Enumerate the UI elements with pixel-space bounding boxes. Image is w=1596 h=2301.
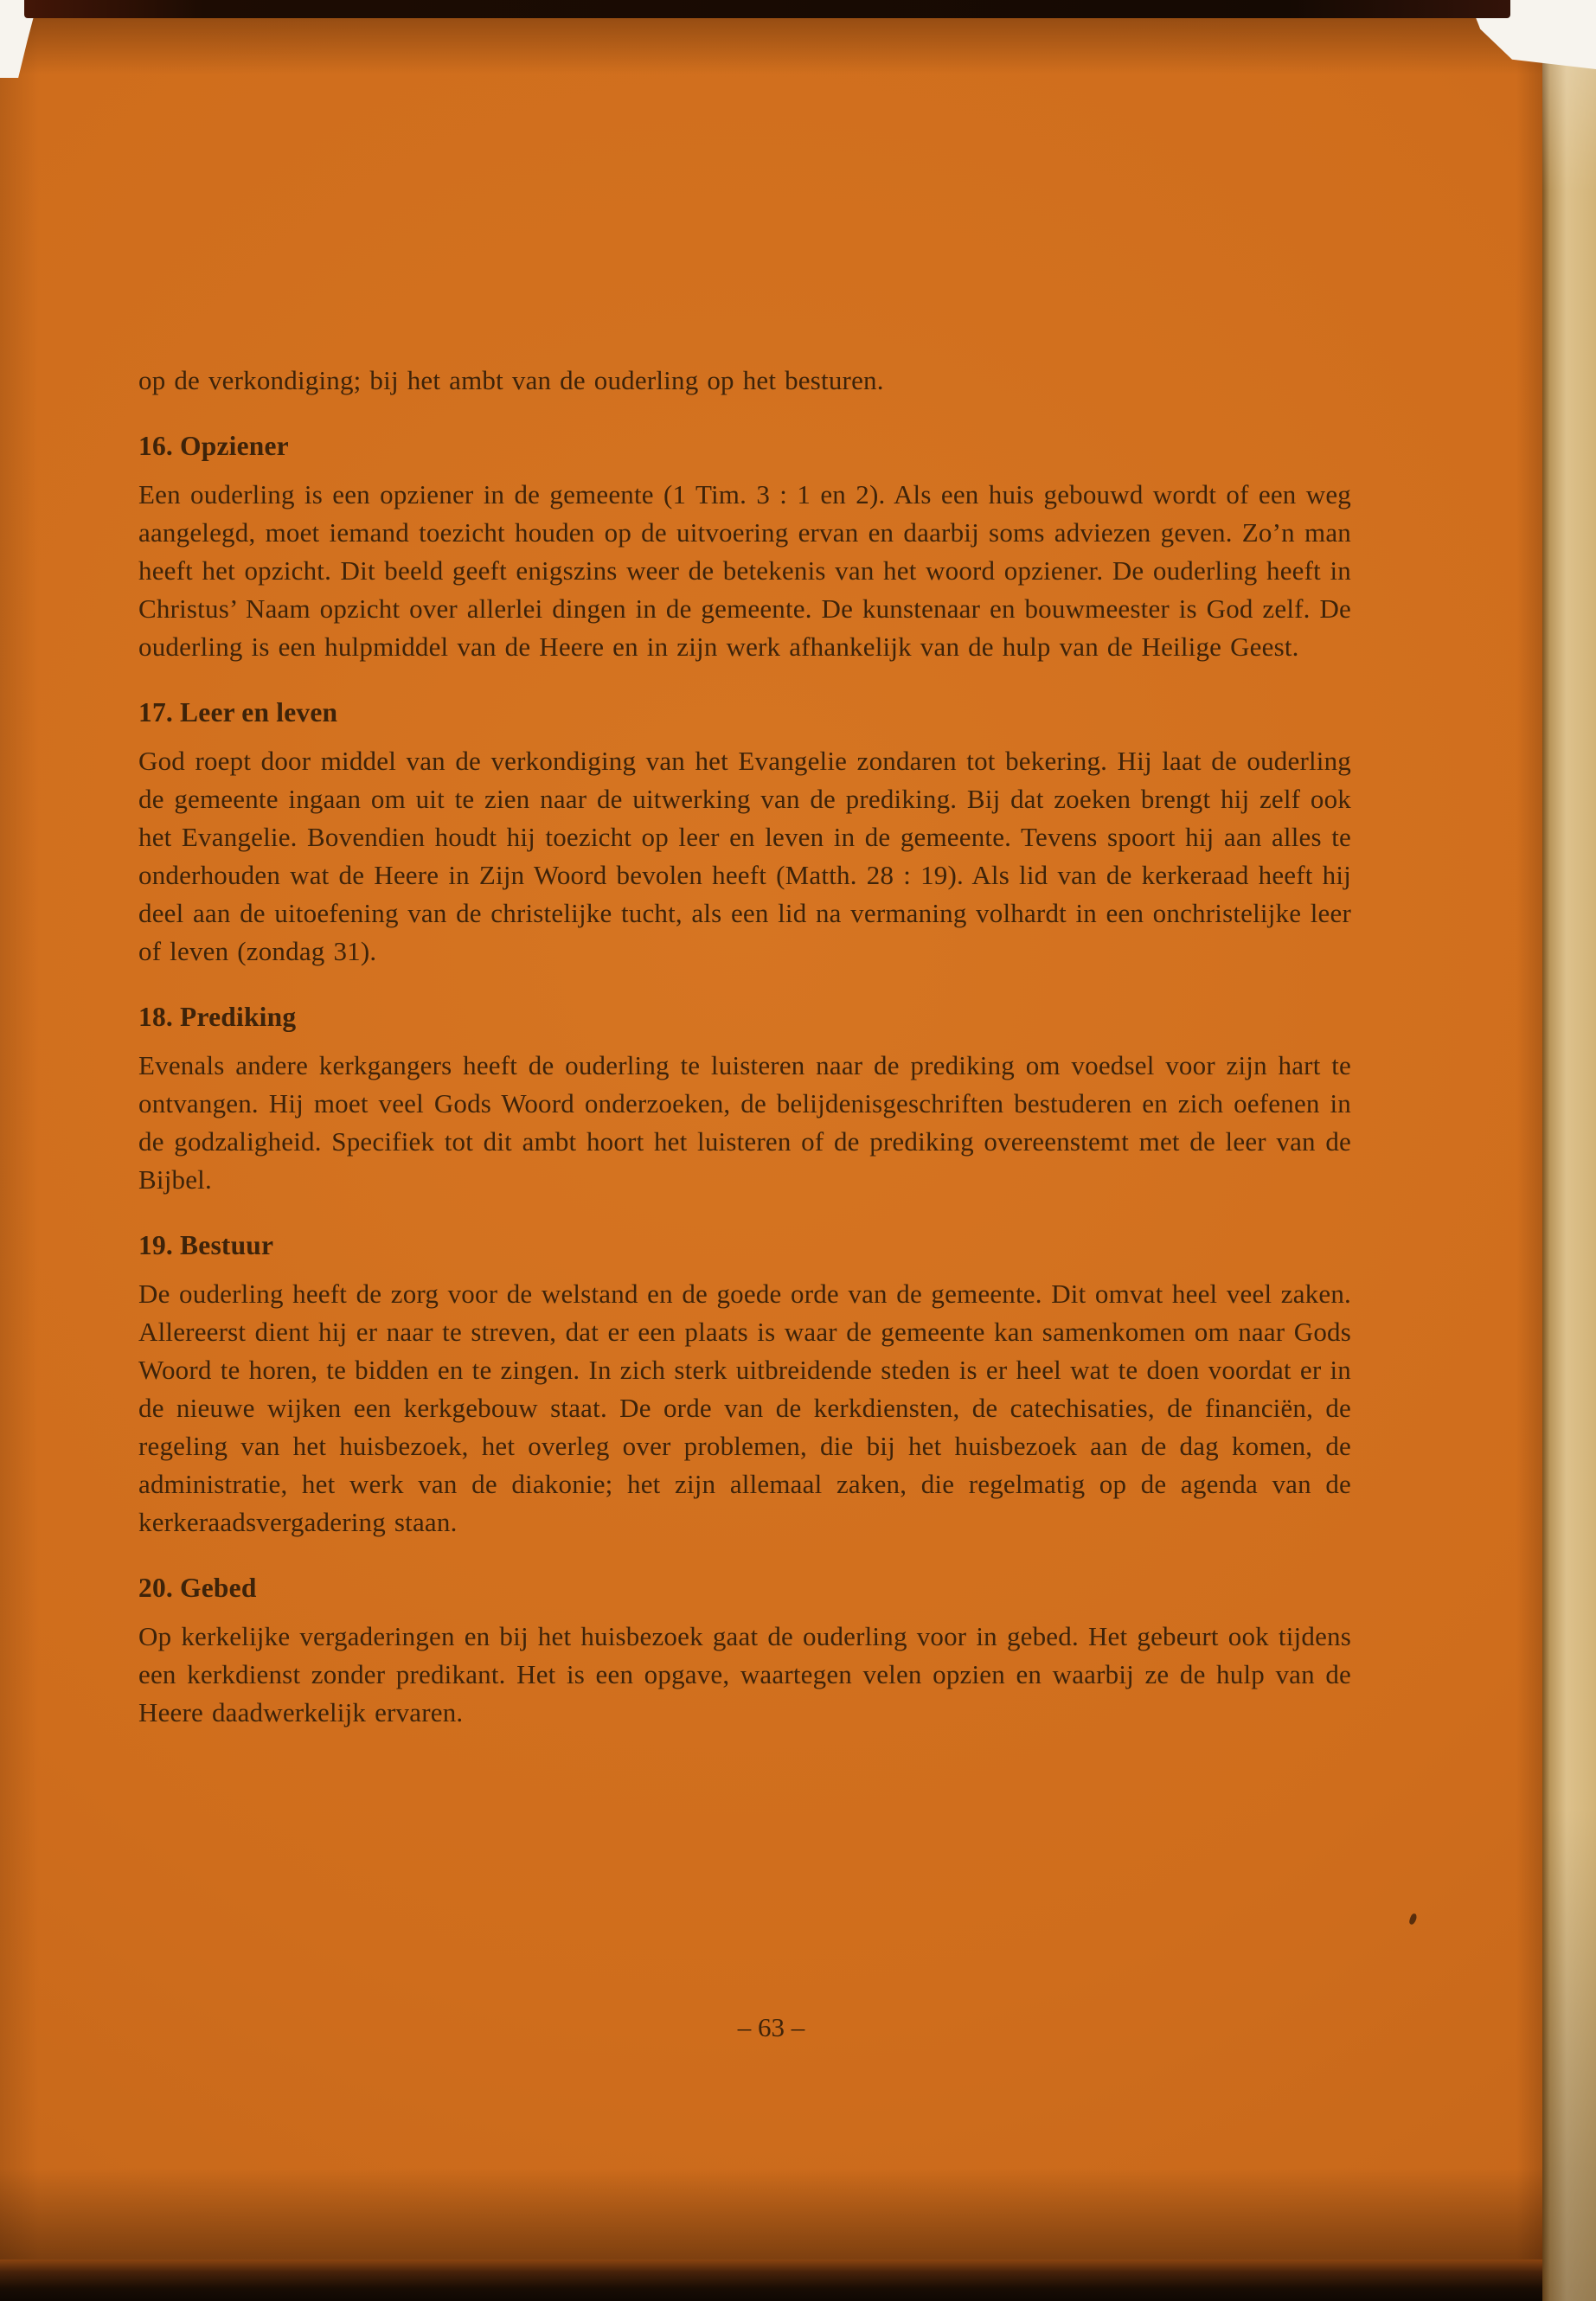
section-heading-bestuur: 19. Bestuur — [138, 1230, 274, 1260]
section-body-leer-en-leven: God roept door middel van de verkondiging van het Evangelie zondaren tot bekering. Hij laat de ouderling de gemeente ingaan om uit te zien naar de uitwerking van de prediking. Bij dat zoeken brengt hij zelf ook het Evangelie. Bovendien houdt hij toezicht op leer en leven in de gemeente. Tevens spoort hij aan alles te onderhouden wat de Heere in Zijn Woord bevolen heeft (Matth. 28 : 19). Als lid van de kerkeraad heeft hij deel aan de uitoefening van de christelijke tucht, als een lid na vermaning volhardt in een onchristelijke leer of leven (zondag 31). — [138, 746, 1351, 966]
section-heading-gebed: 20. Gebed — [138, 1573, 257, 1603]
book-page — [0, 14, 1542, 2263]
scan-bottom-shadow — [0, 2259, 1542, 2301]
section-heading-opziener: 16. Opziener — [138, 431, 289, 461]
section-heading-prediking: 18. Prediking — [138, 1002, 297, 1032]
page-number: – 63 – — [737, 2012, 805, 2042]
section-body-bestuur: De ouderling heeft de zorg voor de welstand en de goede orde van de gemeente. Dit omvat heel veel zaken. Allereerst dient hij er naar te streven, dat er een plaats is waar de gemeente kan samenkomen om naar Gods Woord te horen, te bidden en te zingen. In zich sterk uitbreidende steden is er heel wat te doen voordat er in de nieuwe wijken een kerkgebouw staat. De orde van de kerkdiensten, de catechisaties, de financiën, de regeling van het huisbezoek, het overleg over problemen, die bij het huisbezoek aan de dag komen, de administratie, het werk van de diakonie; het zijn allemaal zaken, die regelmatig op de agenda van de kerkeraadsvergadering staan. — [138, 1279, 1351, 1537]
book-edge-strip — [1542, 57, 1596, 2301]
section-body-opziener: Een ouderling is een opziener in de gemeente (1 Tim. 3 : 1 en 2). Als een huis gebouwd wordt of een weg aangelegd, moet iemand toezicht houden op de uitvoering ervan en daarbij soms adviezen geven. Zo’n man heeft het opzicht. Dit beeld geeft enigszins weer de betekenis van het woord opziener. De ouderling heeft in Christus’ Naam opzicht over allerlei dingen in de gemeente. De kunstenaar en bouwmeester is God zelf. De ouderling is een hulpmiddel van de Heere en in zijn werk afhankelijk van de hulp van de Heilige Geest. — [138, 479, 1351, 662]
page-content — [138, 362, 1351, 1732]
intro-line: op de verkondiging; bij het ambt van de ouderling op het besturen. — [138, 365, 884, 395]
scan-speck — [1408, 1913, 1418, 1926]
scan-top-band — [24, 0, 1510, 18]
section-body-prediking: Evenals andere kerkgangers heeft de ouderling te luisteren naar de prediking om voedsel voor zijn hart te ontvangen. Hij moet veel Gods Woord onderzoeken, de belijdenisgeschriften bestuderen en zich oefenen in de godzaligheid. Specifiek tot dit ambt hoort het luisteren of de prediking overeenstemt met de leer van de Bijbel. — [138, 1050, 1351, 1195]
section-heading-leer-en-leven: 17. Leer en leven — [138, 697, 338, 727]
section-body-gebed: Op kerkelijke vergaderingen en bij het huisbezoek gaat de ouderling voor in gebed. Het gebeurt ook tijdens een kerkdienst zonder predikant. Het is een opgave, waartegen velen opzien en waarbij ze de hulp van de Heere daadwerkelijk ervaren. — [138, 1621, 1351, 1727]
